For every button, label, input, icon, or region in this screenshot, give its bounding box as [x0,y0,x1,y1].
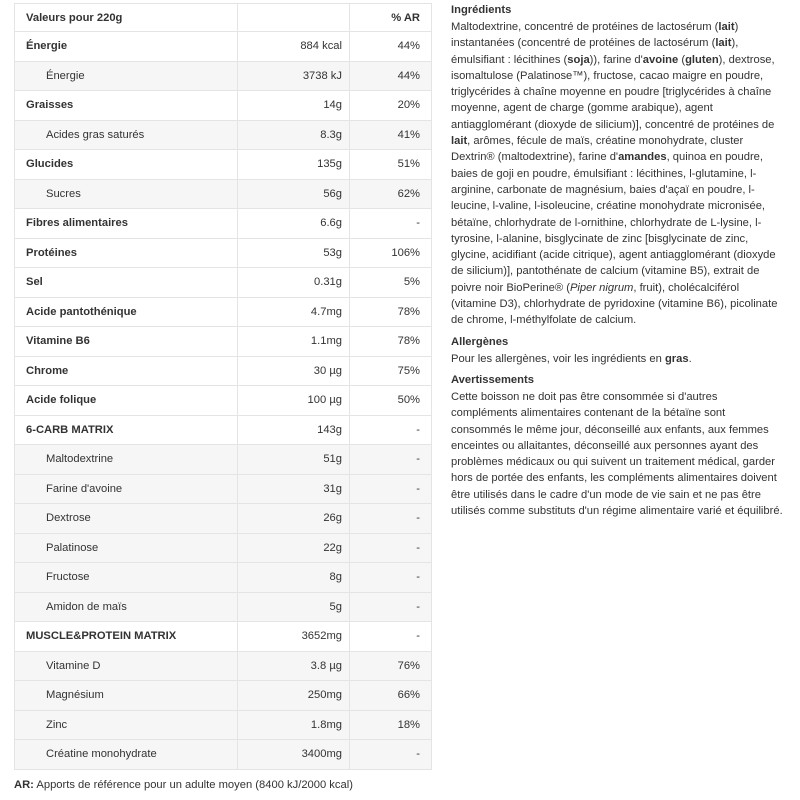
table-row [15,150,432,180]
nutrient-ar-percent: - [350,740,432,770]
nutrient-ar-percent: - [350,592,432,622]
nutrient-name: Maltodextrine [15,445,238,475]
nutrient-value: 26g [238,504,350,534]
nutrient-name: Énergie [15,32,238,62]
table-row [15,474,432,504]
warnings-section [451,373,786,519]
nutrient-value: 31g [238,474,350,504]
nutrient-ar-percent: 78% [350,297,432,327]
nutrient-name: Acide folique [15,386,238,416]
nutrient-value: 14g [238,91,350,121]
table-row [15,504,432,534]
table-row [15,622,432,652]
text-segment: , quinoa en poudre, baies de goji en poudre, émulsifiant : lécithines, l-glutamine, l-arginine, carbonate de magnésium, baies d'açaï en poudre, l-leucine, l-valine, l-isoleucine, créatine monohydrate micronisée, bétaïne, chlorhydrate de l-ornithine, chlorhydrate de L-lysine, l-tyrosine, l-alanine, bisglycinate de zinc [bisglycinate de zinc, glycine, acidifiant (acide citrique), agent antiagglomérant (dioxyde de silicium)], pantothénate de calcium (vitamine B5), extrait de poivre noir BioPerine® ( [451,151,776,294]
nutrient-ar-percent: 51% [350,150,432,180]
nutrient-ar-percent: 50% [350,386,432,416]
table-row [15,238,432,268]
nutrient-ar-percent: 44% [350,61,432,91]
table-row [15,651,432,681]
nutrient-ar-percent: - [350,563,432,593]
nutrient-ar-percent: - [350,415,432,445]
allergens-section [451,335,786,367]
nutrient-value: 6.6g [238,209,350,239]
text-segment: . [688,352,692,365]
nutrient-name: Magnésium [15,681,238,711]
table-row [15,179,432,209]
nutrient-name: Acide pantothénique [15,297,238,327]
nutrient-ar-percent: 41% [350,120,432,150]
text-segment: , arômes, fécule de maïs, créatine monohydrate, cluster Dextrin® (maltodextrine), farine d' [451,135,744,164]
text-segment: , fruit), cholécalciférol (vitamine D3), chlorhydrate de pyridoxine (vitamine B6), picolinate de chrome, l-méthylfolate de calcium. [451,281,778,327]
text-segment: Maltodextrine, concentré de protéines de lactosérum ( [451,21,719,33]
nutrient-ar-percent: - [350,504,432,534]
nutrient-value: 22g [238,533,350,563]
header-serving: Valeurs pour 220g [15,4,238,32]
nutrient-value: 135g [238,150,350,180]
table-row [15,91,432,121]
nutrition-table-container [14,3,431,770]
warnings-title: Avertissements [451,373,534,386]
table-header-row [15,4,432,32]
text-segment: ) instantanées (concentré de protéines de lactosérum ( [451,21,739,50]
product-info-panel [451,3,786,525]
nutrient-value: 56g [238,179,350,209]
bold-allergen-text: avoine [642,53,679,66]
nutrient-ar-percent: - [350,445,432,475]
nutrient-name: MUSCLE&PROTEIN MATRIX [15,622,238,652]
nutrient-value: 1.1mg [238,327,350,357]
text-segment: ), dextrose, isomaltulose (Palatinose™), fructose, cacao maigre en poudre, triglycérides à chaîne moyenne en poudre [triglycérides à chaîne moyenne, agent de charge (gomme arabique), agent antiagglomérant (dioxyde de silicium)], concentré de protéines de [451,53,775,131]
table-row [15,533,432,563]
nutrient-name: Graisses [15,91,238,121]
bold-allergen-text: amandes [618,151,667,164]
nutrient-name: Vitamine D [15,651,238,681]
ingredients-text [451,19,786,329]
nutrient-name: Fructose [15,563,238,593]
table-row [15,386,432,416]
nutrient-value: 53g [238,238,350,268]
nutrient-value: 3652mg [238,622,350,652]
bold-allergen-text: soja [567,53,590,66]
table-row [15,209,432,239]
nutrient-ar-percent: 5% [350,268,432,298]
allergens-title: Allergènes [451,335,509,348]
nutrient-ar-percent: - [350,533,432,563]
bold-allergen-text: gras [664,352,689,365]
text-segment: ( [678,53,686,66]
table-row [15,297,432,327]
nutrient-value: 3.8 µg [238,651,350,681]
nutrient-value: 3738 kJ [238,61,350,91]
nutrient-value: 30 µg [238,356,350,386]
nutrition-table [14,3,432,770]
nutrient-name: Créatine monohydrate [15,740,238,770]
table-row [15,61,432,91]
nutrient-name: Palatinose [15,533,238,563]
table-row [15,592,432,622]
bold-allergen-text: lait [718,21,735,33]
nutrient-name: Énergie [15,61,238,91]
table-row [15,710,432,740]
nutrient-ar-percent: 78% [350,327,432,357]
nutrient-name: Zinc [15,710,238,740]
nutrient-value: 5g [238,592,350,622]
nutrient-name: Protéines [15,238,238,268]
table-row [15,32,432,62]
nutrient-name: 6-CARB MATRIX [15,415,238,445]
nutrient-ar-percent: 76% [350,651,432,681]
allergens-text [451,351,786,367]
nutrient-ar-percent: 106% [350,238,432,268]
footnote-text: Apports de référence pour un adulte moyen (8400 kJ/2000 kcal) [33,779,353,791]
nutrient-value: 884 kcal [238,32,350,62]
ar-footnote [14,779,353,791]
warnings-text: Cette boisson ne doit pas être consommée si d'autres compléments alimentaires contenant de la bétaïne sont consommés le même jour, déconseillé aux enfants, aux femmes enceintes ou allaitantes, déconseillé aux personnes ayant des problèmes médicaux ou qui suivent un traitement médical, garder hors de portée des enfants, les compléments alimentaires doivent être utilisés dans le cadre d'un mode de vie sain et ne pas être utilisés comme substituts d'un régime alimentaire varié et équilibré. [451,390,783,518]
nutrient-value: 8g [238,563,350,593]
table-row [15,563,432,593]
header-ar: % AR [350,4,432,32]
header-value [238,4,350,32]
footnote-label: AR: [14,779,34,791]
nutrient-ar-percent: 62% [350,179,432,209]
table-row [15,120,432,150]
nutrient-value: 1.8mg [238,710,350,740]
bold-allergen-text: gluten [685,53,719,66]
nutrient-name: Chrome [15,356,238,386]
nutrient-value: 51g [238,445,350,475]
text-segment: ), émulsifiant : lécithines ( [451,37,739,66]
nutrient-name: Dextrose [15,504,238,534]
nutrient-name: Sucres [15,179,238,209]
nutrient-name: Glucides [15,150,238,180]
nutrient-ar-percent: - [350,209,432,239]
nutrient-ar-percent: 75% [350,356,432,386]
nutrient-ar-percent: - [350,474,432,504]
nutrient-ar-percent: - [350,622,432,652]
ingredients-title: Ingrédients [451,4,512,16]
nutrient-value: 250mg [238,681,350,711]
nutrient-name: Acides gras saturés [15,120,238,150]
nutrient-value: 0.31g [238,268,350,298]
nutrient-ar-percent: 18% [350,710,432,740]
table-row [15,415,432,445]
table-row [15,681,432,711]
text-segment: )), farine d' [589,53,643,66]
ingredients-section [451,3,786,329]
nutrient-name: Amidon de maïs [15,592,238,622]
nutrition-table-body [15,32,432,770]
table-row [15,445,432,475]
nutrient-value: 8.3g [238,120,350,150]
text-segment: Pour les allergènes, voir les ingrédients en [451,352,665,365]
table-row [15,268,432,298]
nutrient-value: 100 µg [238,386,350,416]
bold-allergen-text: lait [715,37,732,50]
nutrient-ar-percent: 44% [350,32,432,62]
nutrient-ar-percent: 66% [350,681,432,711]
nutrient-name: Sel [15,268,238,298]
italic-text: Piper nigrum [569,281,634,294]
nutrient-name: Vitamine B6 [15,327,238,357]
table-row [15,740,432,770]
nutrient-ar-percent: 20% [350,91,432,121]
nutrient-value: 3400mg [238,740,350,770]
nutrient-value: 4.7mg [238,297,350,327]
nutrient-name: Farine d'avoine [15,474,238,504]
table-row [15,356,432,386]
bold-allergen-text: lait [451,135,468,148]
nutrient-name: Fibres alimentaires [15,209,238,239]
nutrient-value: 143g [238,415,350,445]
table-row [15,327,432,357]
